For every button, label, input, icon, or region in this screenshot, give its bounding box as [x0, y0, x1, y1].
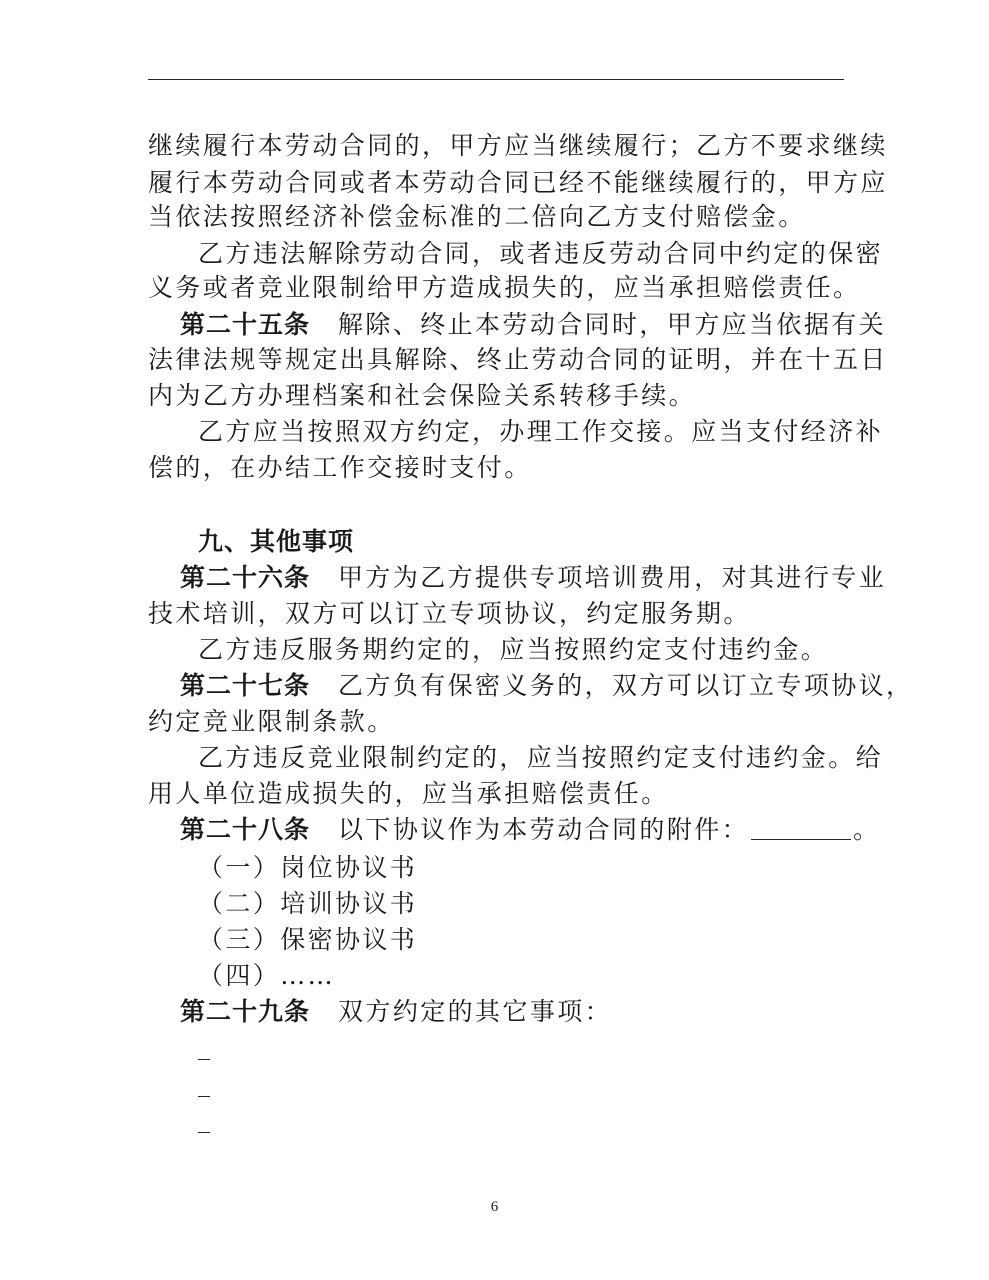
attachment-item: （三）保密协议书	[198, 925, 418, 954]
period: 。	[853, 815, 881, 844]
article-28	[180, 812, 880, 848]
article-heading: 第二十八条	[180, 815, 311, 844]
blank-line-marker[interactable]	[198, 1132, 210, 1133]
attachment-item: （一）岗位协议书	[198, 853, 418, 882]
section-title: 九、其他事项	[198, 527, 355, 556]
paragraph-line: 履行本劳动合同或者本劳动合同已经不能继续履行的，甲方应	[148, 168, 888, 197]
article-25	[180, 307, 887, 343]
paragraph-line: 偿的，在办结工作交接时支付。	[148, 453, 532, 482]
paragraph-line: 乙方应当按照双方约定，办理工作交接。应当支付经济补	[198, 417, 884, 446]
blank-line-marker[interactable]	[198, 1059, 210, 1060]
attachment-item: （二）培训协议书	[198, 889, 418, 918]
fill-in-blank[interactable]	[751, 815, 851, 840]
article-heading: 第二十七条	[180, 671, 311, 700]
header-rule	[148, 79, 844, 80]
blank-line-marker[interactable]	[198, 1096, 210, 1097]
article-27	[180, 668, 914, 704]
article-text: 解除、终止本劳动合同时，甲方应当依据有关	[338, 310, 887, 339]
paragraph-line: 乙方违法解除劳动合同，或者违反劳动合同中约定的保密	[198, 239, 884, 268]
paragraph-line: 内为乙方办理档案和社会保险关系转移手续。	[148, 381, 697, 410]
paragraph-line: 当依法按照经济补偿金标准的二倍向乙方支付赔偿金。	[148, 202, 806, 231]
article-29	[180, 994, 880, 1030]
paragraph-line: 乙方违反服务期约定的，应当按照约定支付违约金。	[198, 635, 829, 664]
attachment-item: （四）……	[198, 961, 336, 990]
article-heading: 第二十六条	[180, 563, 311, 592]
paragraph-line: 用人单位造成损失的，应当承担赔偿责任。	[148, 779, 669, 808]
page-number: 6	[490, 1199, 499, 1215]
paragraph-line: 继续履行本劳动合同的，甲方应当继续履行；乙方不要求继续	[148, 131, 888, 160]
paragraph-line: 法律法规等规定出具解除、终止劳动合同的证明，并在十五日	[148, 345, 888, 374]
article-text: 乙方负有保密义务的，双方可以订立专项协议，	[338, 671, 914, 700]
paragraph-line: 约定竞业限制条款。	[148, 707, 395, 736]
article-heading: 第二十九条	[180, 997, 311, 1026]
article-text: 甲方为乙方提供专项培训费用，对其进行专业	[338, 563, 887, 592]
paragraph-line: 乙方违反竞业限制约定的，应当按照约定支付违约金。给	[198, 743, 884, 772]
article-text: 以下协议作为本劳动合同的附件：	[338, 815, 750, 844]
article-text: 双方约定的其它事项：	[338, 997, 613, 1026]
article-heading: 第二十五条	[180, 310, 311, 339]
article-26	[180, 560, 887, 596]
paragraph-line: 义务或者竞业限制给甲方造成损失的，应当承担赔偿责任。	[148, 273, 861, 302]
paragraph-line: 技术培训，双方可以订立专项协议，约定服务期。	[148, 599, 751, 628]
